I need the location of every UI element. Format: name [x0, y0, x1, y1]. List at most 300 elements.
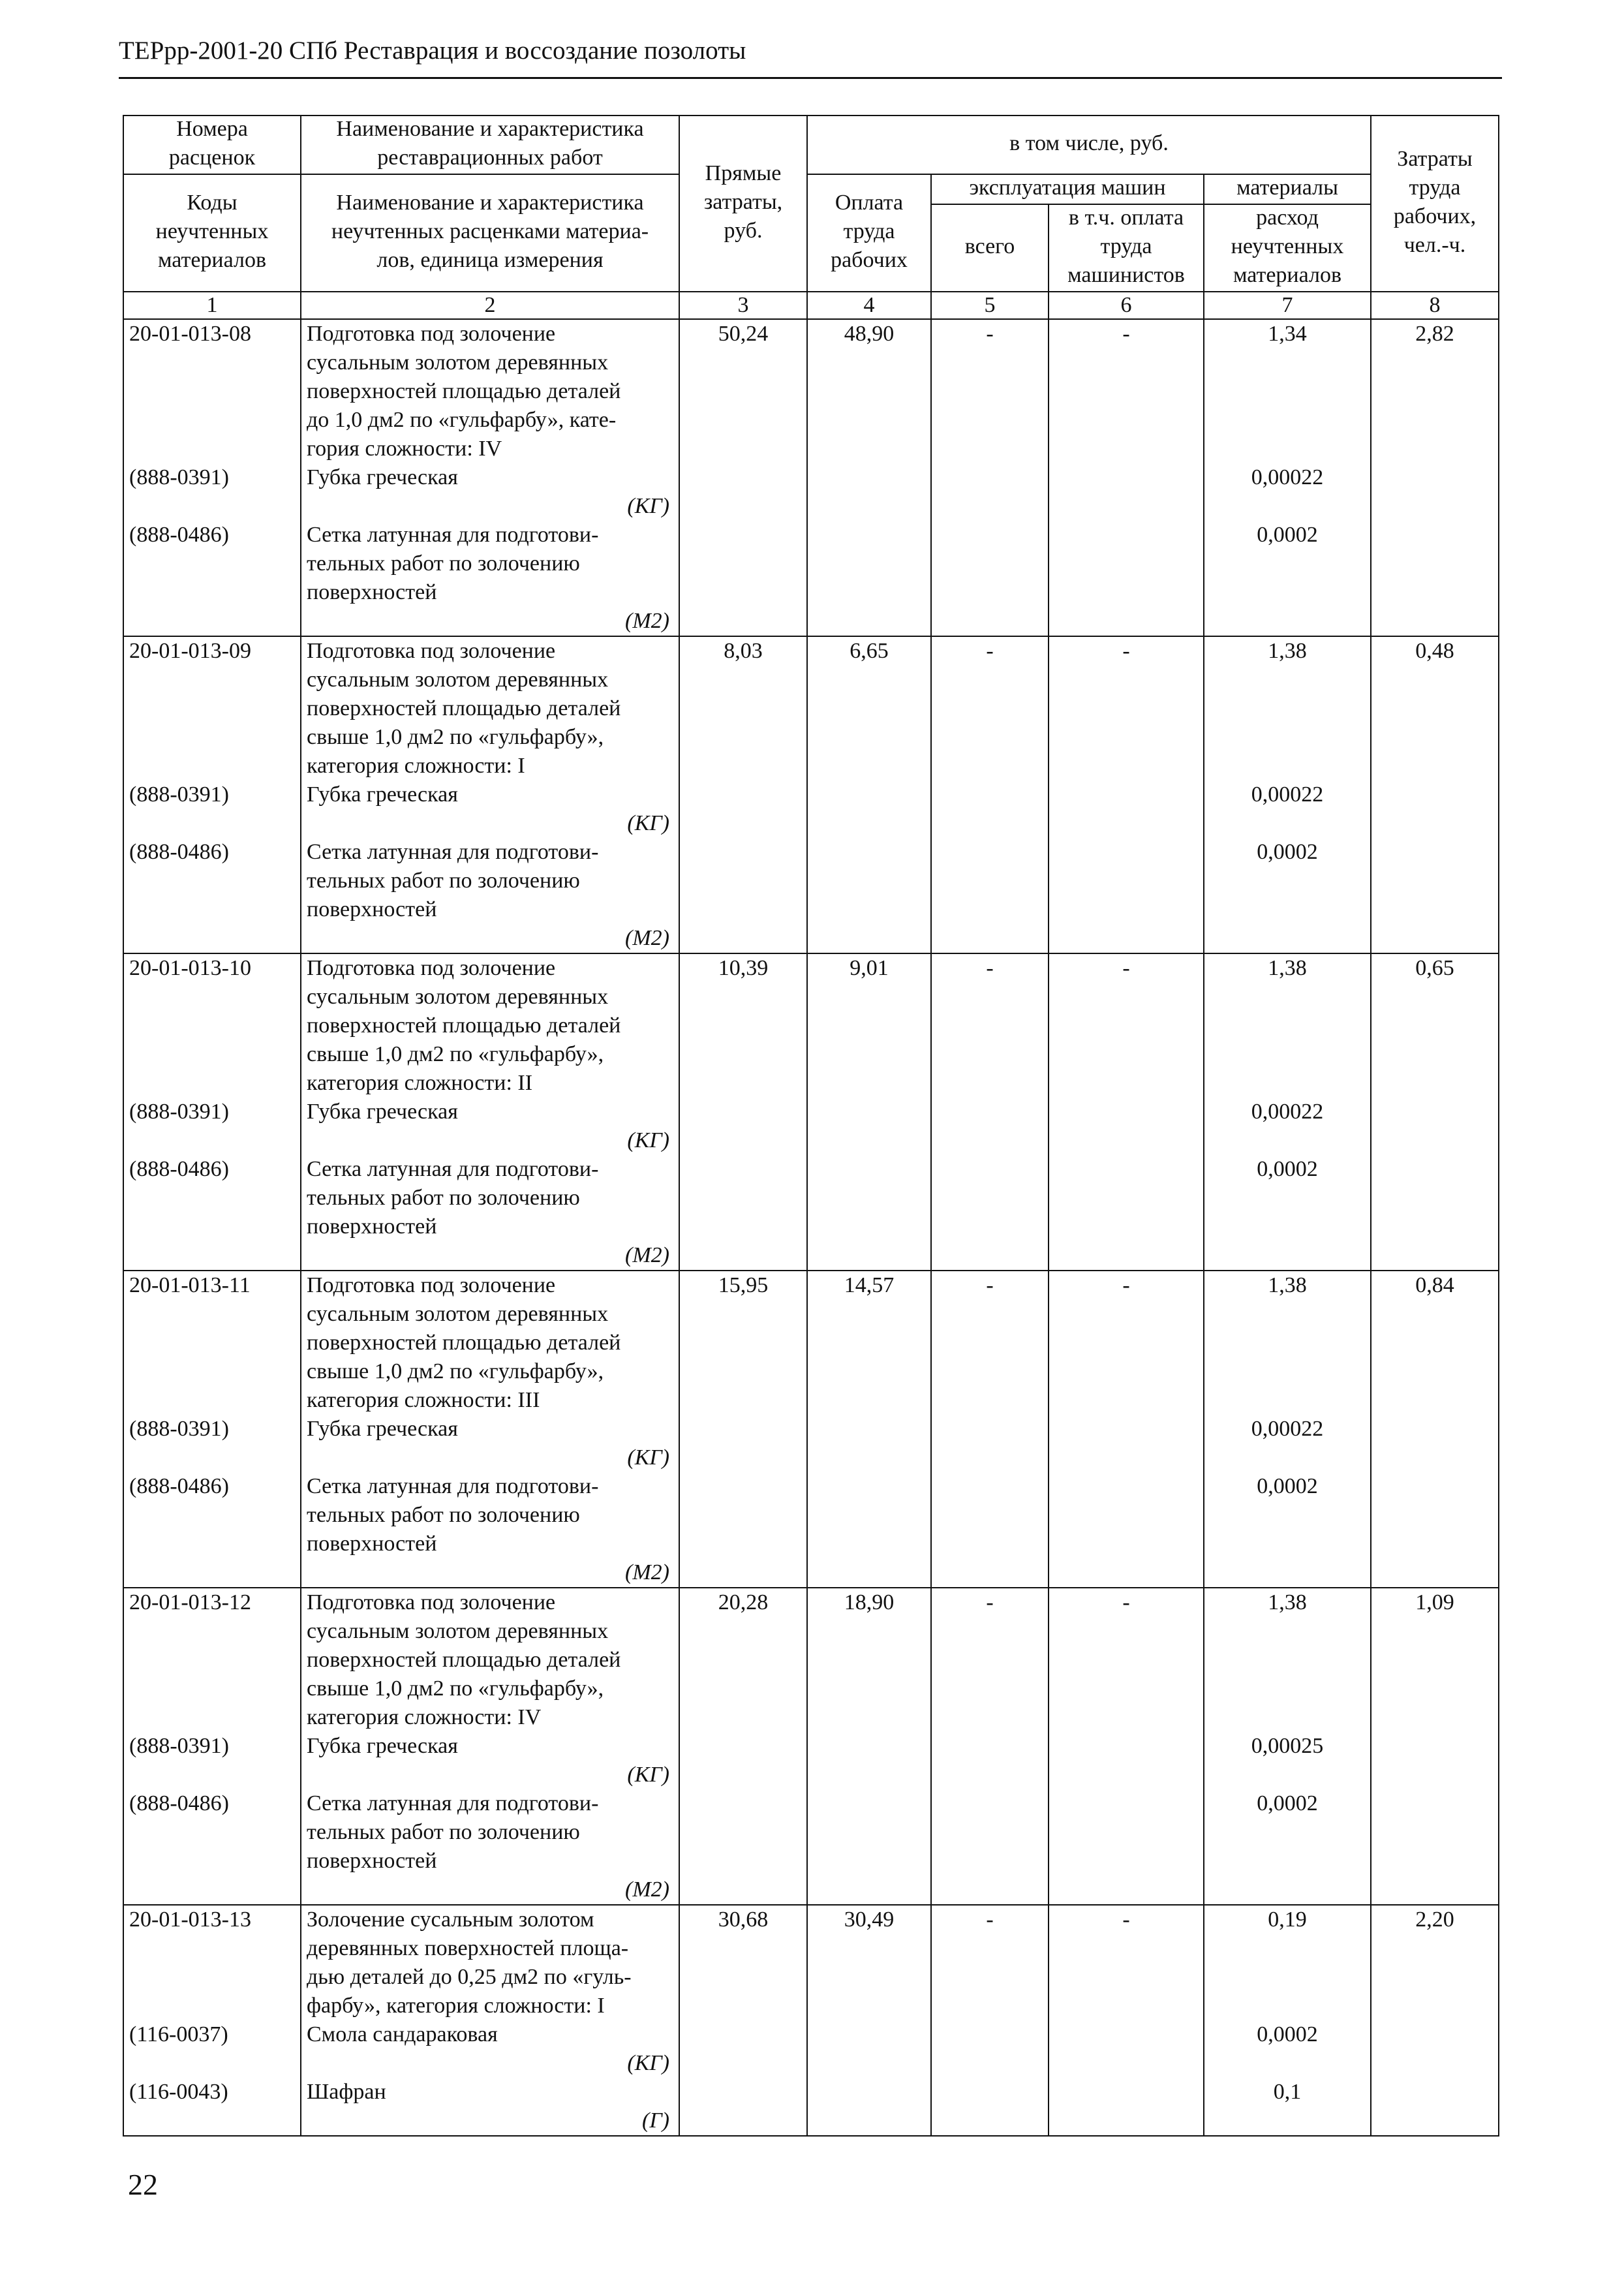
header-text: труда [843, 219, 895, 243]
spacer [129, 1011, 295, 1040]
material-code: (888-0486) [129, 840, 229, 864]
direct-costs-cell-value: 15,95 [718, 1273, 769, 1297]
spacer [129, 1501, 295, 1530]
material-name-line: Губка греческая [307, 782, 458, 807]
header-text: Затраты [1397, 147, 1473, 171]
header-text: лов, единица измерения [376, 248, 604, 272]
spacer [129, 1703, 295, 1732]
spacer [129, 348, 295, 377]
header-text: труда [1100, 234, 1152, 258]
spacer [1210, 549, 1365, 578]
material-unit: (М2) [625, 926, 669, 950]
worker-wages-cell [807, 953, 931, 1271]
work-description-line: сусальным золотом деревянных [307, 985, 609, 1009]
material-code: (888-0391) [129, 1417, 229, 1441]
spacer [129, 694, 295, 723]
header-work-name [301, 116, 679, 174]
table-row [123, 319, 1499, 636]
direct-costs-cell-value: 20,28 [718, 1590, 769, 1614]
worker-wages-cell [807, 1588, 931, 1905]
material-unit: (КГ) [627, 811, 669, 835]
material-name-line: тельных работ по золочению [307, 1186, 580, 1210]
labor-hours-cell [1371, 319, 1499, 636]
spacer [1210, 1761, 1365, 1789]
spacer [1210, 1126, 1365, 1155]
spacer [129, 2049, 295, 2078]
spacer [129, 723, 295, 752]
spacer [129, 1241, 295, 1270]
spacer [1210, 1443, 1365, 1472]
work-description-line: сусальным золотом деревянных [307, 1302, 609, 1326]
column-numbers-row [123, 292, 1499, 319]
header-unaccounted-materials [1204, 204, 1371, 292]
material-quantity: 0,0002 [1257, 523, 1318, 547]
material-name-line: тельных работ по золочению [307, 869, 580, 893]
material-name-line: Губка греческая [307, 1417, 458, 1441]
spacer [1210, 1501, 1365, 1530]
spacer [129, 1300, 295, 1329]
header-including-group [807, 116, 1371, 174]
materials-cell [1204, 636, 1371, 953]
spacer [129, 1329, 295, 1357]
rate-code: 20-01-013-10 [129, 956, 251, 980]
labor-hours-cell [1371, 1271, 1499, 1588]
material-quantity: 0,0002 [1257, 1791, 1318, 1815]
machines-total-cell [931, 1588, 1049, 1905]
header-text: чел.-ч. [1403, 233, 1466, 257]
material-quantity: 0,0002 [1257, 2022, 1318, 2046]
rate-code-cell [123, 1905, 301, 2136]
labor-hours-cell-value: 0,84 [1415, 1273, 1454, 1297]
rate-code: 20-01-013-11 [129, 1273, 251, 1297]
header-text: эксплуатация машин [969, 176, 1166, 200]
worker-wages-cell-value: 6,65 [850, 639, 889, 663]
work-description-line: Золочение сусальным золотом [307, 1907, 594, 1932]
direct-costs-cell-value: 10,39 [718, 956, 769, 980]
materials-cell [1204, 1588, 1371, 1905]
spacer [1210, 1386, 1365, 1415]
header-direct-costs [679, 116, 807, 292]
rate-code-cell [123, 1271, 301, 1588]
spacer [1210, 694, 1365, 723]
material-unit: (КГ) [627, 2051, 669, 2075]
header-text: труда [1409, 176, 1461, 200]
material-quantity: 0,00022 [1251, 782, 1324, 807]
spacer [1210, 983, 1365, 1011]
spacer [129, 1126, 295, 1155]
worker-wages-cell-value: 18,90 [844, 1590, 895, 1614]
table-row [123, 1588, 1499, 1905]
materials-value: 1,38 [1268, 639, 1307, 663]
labor-hours-cell [1371, 1905, 1499, 2136]
header-text: затраты, [703, 190, 783, 214]
direct-costs-cell [679, 953, 807, 1271]
labor-hours-cell-value: 2,82 [1415, 322, 1454, 346]
column-number: 6 [1049, 292, 1204, 319]
material-name-line: поверхностей [307, 1849, 437, 1873]
work-description-cell [301, 319, 679, 636]
material-name-line: Губка греческая [307, 465, 458, 489]
header-text: материалов [157, 248, 267, 272]
machines-total-cell [931, 319, 1049, 636]
material-name-line: Сетка латунная для подготови- [307, 523, 599, 547]
machinist-wages-cell-value: - [1122, 639, 1130, 663]
column-number: 3 [679, 292, 807, 319]
work-description-line: Подготовка под золочение [307, 1273, 556, 1297]
spacer [1210, 867, 1365, 895]
table-body [123, 319, 1499, 2136]
header-text: Оплата [835, 191, 904, 215]
material-unit: (М2) [625, 1877, 669, 1902]
column-number: 7 [1204, 292, 1371, 319]
spacer [129, 895, 295, 924]
spacer [1210, 1184, 1365, 1212]
header-text: неучтенных [155, 219, 269, 243]
spacer [129, 1847, 295, 1875]
header-text: материалы [1236, 176, 1338, 200]
spacer [1210, 666, 1365, 694]
spacer [129, 607, 295, 636]
work-description-line: деревянных поверхностей площа- [307, 1936, 629, 1960]
materials-cell [1204, 953, 1371, 1271]
materials-value: 1,34 [1268, 322, 1307, 346]
spacer [129, 1069, 295, 1098]
spacer [1210, 1703, 1365, 1732]
material-name-line: Губка греческая [307, 1100, 458, 1124]
spacer [1210, 1617, 1365, 1646]
labor-hours-cell [1371, 1588, 1499, 1905]
material-unit: (КГ) [627, 1763, 669, 1787]
spacer [1210, 1357, 1365, 1386]
header-text: неучтенных расценками материа- [331, 219, 649, 243]
spacer [1210, 1558, 1365, 1587]
worker-wages-cell [807, 1271, 931, 1588]
spacer [129, 1212, 295, 1241]
machinist-wages-cell [1049, 1905, 1204, 2136]
work-description-line: поверхностей площадью деталей [307, 1331, 621, 1355]
work-description-line: свыше 1,0 дм2 по «гульфарбу», [307, 1359, 604, 1383]
header-text: машинистов [1067, 263, 1185, 287]
direct-costs-cell [679, 1905, 807, 2136]
spacer [1210, 723, 1365, 752]
header-text: руб. [724, 219, 763, 243]
header-text: неучтенных [1231, 234, 1344, 258]
column-number: 2 [301, 292, 679, 319]
spacer [129, 406, 295, 435]
labor-hours-cell-value: 2,20 [1415, 1907, 1454, 1932]
spacer [129, 1184, 295, 1212]
material-unit: (М2) [625, 1560, 669, 1584]
spacer [129, 809, 295, 838]
material-code: (888-0486) [129, 1791, 229, 1815]
material-quantity: 0,00022 [1251, 465, 1324, 489]
machines-total-cell [931, 953, 1049, 1271]
spacer [1210, 1934, 1365, 1963]
material-name-line: поверхностей [307, 1532, 437, 1556]
spacer [1210, 1992, 1365, 2020]
material-name-line: Сетка латунная для подготови- [307, 1791, 599, 1815]
direct-costs-cell-value: 8,03 [724, 639, 763, 663]
page-header: ТЕРрр-2001-20 СПб Реставрация и воссоздание позолоты [119, 37, 746, 65]
work-description-line: фарбу», категория сложности: I [307, 1994, 605, 2018]
machines-total-cell [931, 1271, 1049, 1588]
spacer [129, 1558, 295, 1587]
table-row [123, 636, 1499, 953]
spacer [129, 435, 295, 463]
spacer [1210, 2107, 1365, 2135]
table-row [123, 1905, 1499, 2136]
material-name-line: Сетка латунная для подготови- [307, 1474, 599, 1498]
column-number: 8 [1371, 292, 1499, 319]
machines-total-cell [931, 636, 1049, 953]
material-quantity: 0,00022 [1251, 1417, 1324, 1441]
material-name-line: Смола сандараковая [307, 2022, 498, 2046]
machinist-wages-cell [1049, 953, 1204, 1271]
labor-hours-cell-value: 0,48 [1415, 639, 1454, 663]
machines-total-cell-value: - [986, 1590, 994, 1614]
material-name-line: поверхностей [307, 897, 437, 921]
machines-total-cell-value: - [986, 956, 994, 980]
machinist-wages-cell-value: - [1122, 1590, 1130, 1614]
direct-costs-cell [679, 1588, 807, 1905]
spacer [1210, 1963, 1365, 1992]
spacer [129, 1963, 295, 1992]
rate-code-cell [123, 636, 301, 953]
work-description-line: дью деталей до 0,25 дм2 по «гуль- [307, 1965, 632, 1989]
work-description-line: поверхностей площадью деталей [307, 1013, 621, 1038]
material-name-line: поверхностей [307, 1214, 437, 1239]
work-description-line: гория сложности: IV [307, 437, 502, 461]
worker-wages-cell-value: 48,90 [844, 322, 895, 346]
material-unit: (М2) [625, 1243, 669, 1267]
header-labor-hours [1371, 116, 1499, 292]
header-material-codes [123, 174, 301, 292]
spacer [129, 1674, 295, 1703]
work-description-cell [301, 1905, 679, 2136]
spacer [1210, 1875, 1365, 1904]
material-name-line: Шафран [307, 2080, 386, 2104]
spacer [1210, 1646, 1365, 1674]
labor-hours-cell-value: 0,65 [1415, 956, 1454, 980]
material-name-line: тельных работ по золочению [307, 1820, 580, 1844]
work-description-cell [301, 953, 679, 1271]
direct-costs-cell [679, 636, 807, 953]
material-code: (888-0391) [129, 782, 229, 807]
machines-total-cell-value: - [986, 1273, 994, 1297]
direct-costs-cell [679, 1271, 807, 1588]
header-worker-wages [807, 174, 931, 292]
machinist-wages-cell [1049, 1271, 1204, 1588]
work-description-line: категория сложности: IV [307, 1705, 542, 1729]
table-row [123, 953, 1499, 1271]
material-code: (888-0486) [129, 1474, 229, 1498]
material-code: (888-0391) [129, 1734, 229, 1758]
machinist-wages-cell [1049, 319, 1204, 636]
spacer [129, 1875, 295, 1904]
spacer [1210, 1329, 1365, 1357]
header-text: Коды [187, 191, 237, 215]
header-machinist-wages [1049, 204, 1204, 292]
spacer [1210, 1847, 1365, 1875]
header-text: рабочих, [1393, 204, 1477, 228]
material-name-line: тельных работ по золочению [307, 1503, 580, 1527]
spacer [1210, 1040, 1365, 1069]
machines-total-cell [931, 1905, 1049, 2136]
material-name-line: поверхностей [307, 580, 437, 604]
spacer [1210, 2049, 1365, 2078]
work-description-line: категория сложности: III [307, 1388, 540, 1412]
work-description-line: категория сложности: II [307, 1071, 533, 1095]
header-text: рабочих [831, 248, 908, 272]
rate-code-cell [123, 1588, 301, 1905]
material-quantity: 0,00022 [1251, 1100, 1324, 1124]
work-description-cell [301, 1588, 679, 1905]
rate-code: 20-01-013-09 [129, 639, 251, 663]
work-description-line: поверхностей площадью деталей [307, 1648, 621, 1672]
material-code: (888-0486) [129, 523, 229, 547]
work-description-cell [301, 636, 679, 953]
spacer [129, 1818, 295, 1847]
work-description-line: свыше 1,0 дм2 по «гульфарбу», [307, 1042, 604, 1066]
material-code: (116-0043) [129, 2080, 228, 2104]
direct-costs-cell [679, 319, 807, 636]
spacer [129, 1357, 295, 1386]
worker-wages-cell [807, 319, 931, 636]
machinist-wages-cell-value: - [1122, 1907, 1130, 1932]
material-code: (888-0391) [129, 465, 229, 489]
materials-value: 1,38 [1268, 1273, 1307, 1297]
material-code: (888-0391) [129, 1100, 229, 1124]
material-quantity: 0,0002 [1257, 840, 1318, 864]
spacer [1210, 348, 1365, 377]
material-unit: (КГ) [627, 1128, 669, 1152]
spacer [129, 924, 295, 953]
worker-wages-cell [807, 636, 931, 953]
spacer [129, 2107, 295, 2135]
spacer [1210, 406, 1365, 435]
header-text: Номера [176, 117, 248, 141]
material-name-line: Сетка латунная для подготови- [307, 840, 599, 864]
materials-cell [1204, 319, 1371, 636]
spacer [1210, 435, 1365, 463]
header-text: в том числе, руб. [1009, 131, 1169, 155]
spacer [1210, 1069, 1365, 1098]
spacer [129, 492, 295, 521]
header-text: расход [1256, 206, 1319, 230]
header-rate-numbers [123, 116, 301, 174]
spacer [1210, 1818, 1365, 1847]
rate-code-cell [123, 953, 301, 1271]
spacer [129, 549, 295, 578]
worker-wages-cell [807, 1905, 931, 2136]
material-unit: (М2) [625, 609, 669, 633]
spacer [1210, 1674, 1365, 1703]
machines-total-cell-value: - [986, 1907, 994, 1932]
machines-total-cell-value: - [986, 322, 994, 346]
material-unit: (КГ) [627, 1445, 669, 1470]
rate-code-cell [123, 319, 301, 636]
materials-cell [1204, 1271, 1371, 1588]
material-unit: (Г) [642, 2108, 669, 2133]
material-code: (888-0486) [129, 1157, 229, 1181]
spacer [129, 1386, 295, 1415]
material-quantity: 0,00025 [1251, 1734, 1324, 1758]
spacer [129, 1443, 295, 1472]
work-description-line: категория сложности: I [307, 754, 525, 778]
column-number: 5 [931, 292, 1049, 319]
spacer [129, 377, 295, 406]
spacer [129, 1761, 295, 1789]
spacer [129, 867, 295, 895]
spacer [129, 1646, 295, 1674]
work-description-line: сусальным золотом деревянных [307, 350, 609, 375]
work-description-line: Подготовка под золочение [307, 956, 556, 980]
machinist-wages-cell-value: - [1122, 956, 1130, 980]
work-description-line: сусальным золотом деревянных [307, 668, 609, 692]
column-number: 1 [123, 292, 301, 319]
machinist-wages-cell [1049, 1588, 1204, 1905]
spacer [129, 1934, 295, 1963]
machinist-wages-cell [1049, 636, 1204, 953]
spacer [129, 752, 295, 780]
spacer [1210, 1300, 1365, 1329]
labor-hours-cell [1371, 636, 1499, 953]
spacer [129, 983, 295, 1011]
header-machines-total [931, 204, 1049, 292]
machines-total-cell-value: - [986, 639, 994, 663]
spacer [1210, 809, 1365, 838]
material-quantity: 0,1 [1273, 2080, 1302, 2104]
labor-hours-cell-value: 1,09 [1415, 1590, 1454, 1614]
rate-code: 20-01-013-08 [129, 322, 251, 346]
spacer [1210, 1212, 1365, 1241]
spacer [129, 578, 295, 607]
rate-code: 20-01-013-12 [129, 1590, 251, 1614]
work-description-line: свыше 1,0 дм2 по «гульфарбу», [307, 725, 604, 749]
work-description-line: поверхностей площадью деталей [307, 379, 621, 403]
materials-value: 1,38 [1268, 1590, 1307, 1614]
materials-cell [1204, 1905, 1371, 2136]
machinist-wages-cell-value: - [1122, 322, 1130, 346]
work-description-cell [301, 1271, 679, 1588]
header-divider [119, 77, 1502, 79]
material-quantity: 0,0002 [1257, 1474, 1318, 1498]
spacer [129, 1530, 295, 1558]
header-text: Прямые [705, 161, 782, 185]
direct-costs-cell-value: 50,24 [718, 322, 769, 346]
worker-wages-cell-value: 9,01 [850, 956, 889, 980]
spacer [129, 1992, 295, 2020]
work-description-line: до 1,0 дм2 по «гульфарбу», кате- [307, 408, 617, 432]
work-description-line: поверхностей площадью деталей [307, 696, 621, 720]
direct-costs-cell-value: 30,68 [718, 1907, 769, 1932]
work-description-line: Подготовка под золочение [307, 639, 556, 663]
machinist-wages-cell-value: - [1122, 1273, 1130, 1297]
material-name-line: Сетка латунная для подготови- [307, 1157, 599, 1181]
work-description-line: Подготовка под золочение [307, 322, 556, 346]
spacer [1210, 1530, 1365, 1558]
header-machine-operation [931, 174, 1204, 204]
material-quantity: 0,0002 [1257, 1157, 1318, 1181]
spacer [129, 1040, 295, 1069]
worker-wages-cell-value: 14,57 [844, 1273, 895, 1297]
spacer [1210, 377, 1365, 406]
header-text: реставрационных работ [377, 146, 603, 170]
worker-wages-cell-value: 30,49 [844, 1907, 895, 1932]
materials-value: 0,19 [1268, 1907, 1307, 1932]
spacer [1210, 1241, 1365, 1270]
spacer [1210, 492, 1365, 521]
